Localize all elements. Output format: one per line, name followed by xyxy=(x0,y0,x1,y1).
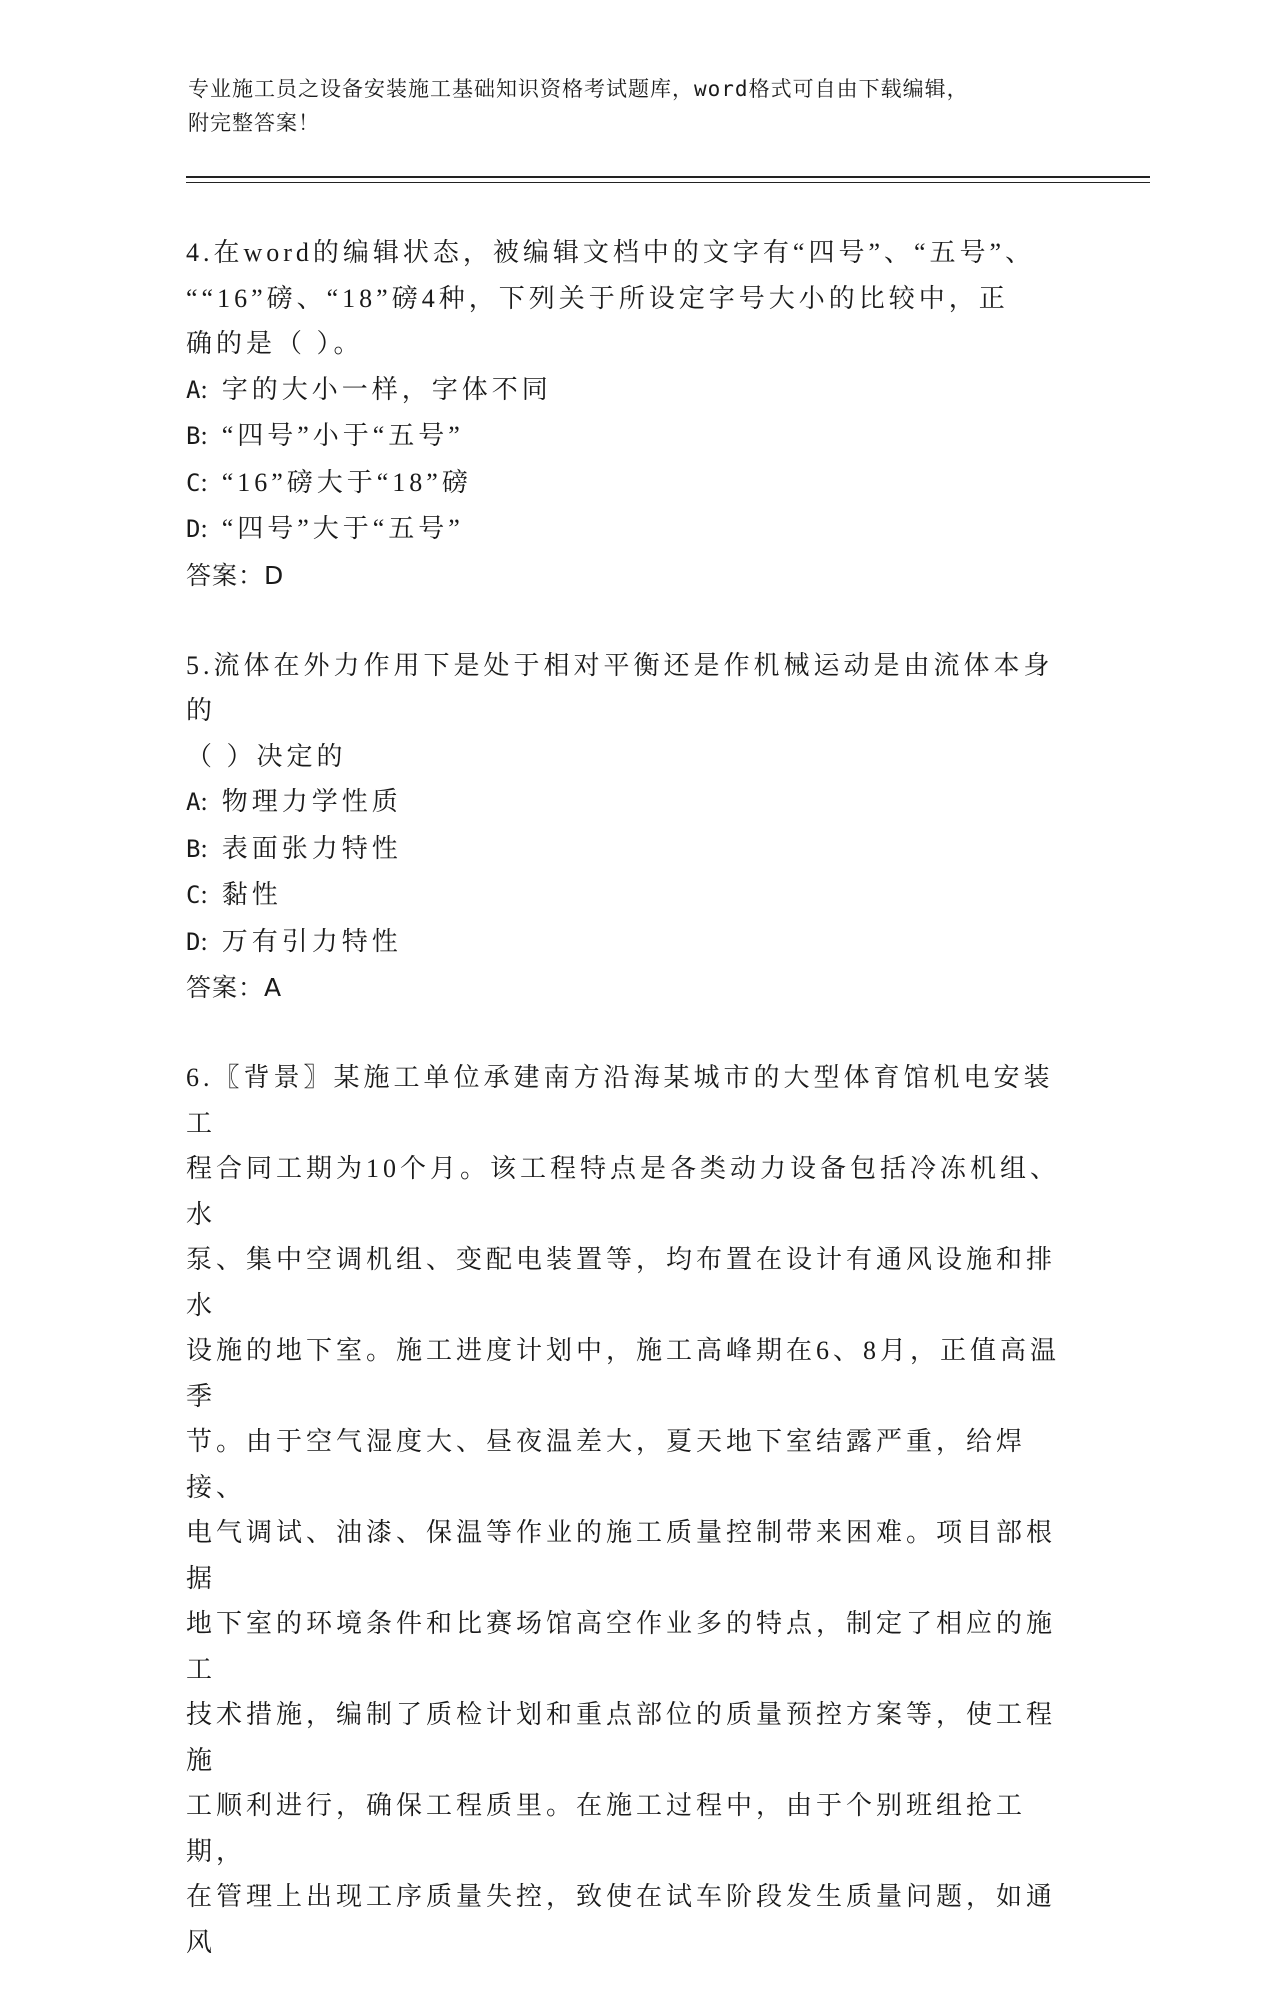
question-4 xyxy=(186,230,1076,598)
option-text: “16”磅大于“18”磅 xyxy=(221,467,472,497)
option-text: 黏性 xyxy=(221,880,282,909)
option-letter: A xyxy=(186,788,201,816)
header-line-1: 专业施工员之设备安装施工基础知识资格考试题库，word格式可自由下载编辑， xyxy=(188,77,969,101)
option-text: 字的大小一样，字体不同 xyxy=(221,374,552,404)
option-b xyxy=(186,826,1076,873)
question-5 xyxy=(186,643,1076,1011)
option-text: 物理力学性质 xyxy=(221,787,402,816)
option-c xyxy=(186,872,1076,919)
option-letter: D xyxy=(186,927,201,956)
question-6 xyxy=(186,1055,1076,1965)
question-stem-line: 设施的地下室。施工进度计划中，施工高峰期在6、8月，正值高温季 xyxy=(186,1336,1061,1411)
option-letter: C xyxy=(186,881,201,909)
option-separator: : xyxy=(200,833,208,863)
option-text: “四号”小于“五号” xyxy=(221,421,464,450)
question-list xyxy=(186,230,1076,2010)
question-stem-line: 节。由于空气湿度大、昼夜温差大，夏天地下室结露严重，给焊接、 xyxy=(186,1427,1027,1502)
option-b xyxy=(186,413,1076,460)
question-stem-line: 5.流体在外力作用下是处于相对平衡还是作机械运动是由流体本身的 xyxy=(186,650,1054,725)
option-c xyxy=(186,460,1076,507)
option-d xyxy=(186,919,1076,966)
option-letter: B xyxy=(186,422,201,450)
question-stem-line: 泵、集中空调机组、变配电装置等，均布置在设计有通风设施和排水 xyxy=(186,1245,1057,1320)
question-stem-line: 程合同工期为10个月。该工程特点是各类动力设备包括冷冻机组、水 xyxy=(186,1154,1061,1229)
option-separator: : xyxy=(200,421,208,450)
option-letter: C xyxy=(186,468,201,497)
question-stem-line: 电气调试、油漆、保温等作业的施工质量控制带来困难。项目部根据 xyxy=(186,1518,1057,1593)
question-stem-line: 地下室的环境条件和比赛场馆高空作业多的特点，制定了相应的施工 xyxy=(186,1609,1057,1684)
option-a xyxy=(186,779,1076,826)
option-separator: : xyxy=(200,787,208,816)
option-separator: : xyxy=(200,880,208,909)
question-stem-line: （ ）决定的 xyxy=(186,741,347,771)
option-letter: D xyxy=(186,515,201,543)
document-header xyxy=(188,72,1068,140)
option-text: 表面张力特性 xyxy=(221,833,402,863)
header-divider-thin xyxy=(186,182,1150,183)
header-divider-thick xyxy=(186,176,1150,178)
question-stem-line: 在管理上出现工序质量失控，致使在试车阶段发生质量问题，如通风 xyxy=(186,1882,1057,1957)
question-stem-line: 技术措施，编制了质检计划和重点部位的质量预控方案等，使工程施 xyxy=(186,1700,1057,1775)
header-line-2: 附完整答案！ xyxy=(188,111,320,135)
option-separator: : xyxy=(200,374,208,404)
option-separator: : xyxy=(200,514,208,543)
question-stem-line: 工顺利进行，确保工程质里。在施工过程中，由于个别班组抢工期， xyxy=(186,1791,1027,1866)
option-separator: : xyxy=(200,926,208,956)
option-separator: : xyxy=(200,467,208,497)
option-letter: B xyxy=(186,834,201,863)
option-letter: A xyxy=(186,375,201,404)
option-d xyxy=(186,506,1076,553)
question-stem-line: ““16”磅、“18”磅4种，下列关于所设定字号大小的比较中，正 xyxy=(186,283,1009,313)
answer-line: 答案：A xyxy=(186,973,283,1002)
option-text: “四号”大于“五号” xyxy=(221,514,464,543)
question-stem-line: 6.〖背景〗某施工单位承建南方沿海某城市的大型体育馆机电安装工 xyxy=(186,1063,1054,1138)
question-stem-line: 4.在word的编辑状态，被编辑文档中的文字有“四号”、“五号”、 xyxy=(186,238,1036,267)
question-stem-line: 确的是（ ）。 xyxy=(186,329,364,358)
option-a xyxy=(186,367,1076,414)
option-text: 万有引力特性 xyxy=(221,926,402,956)
answer-line: 答案：D xyxy=(186,560,285,590)
